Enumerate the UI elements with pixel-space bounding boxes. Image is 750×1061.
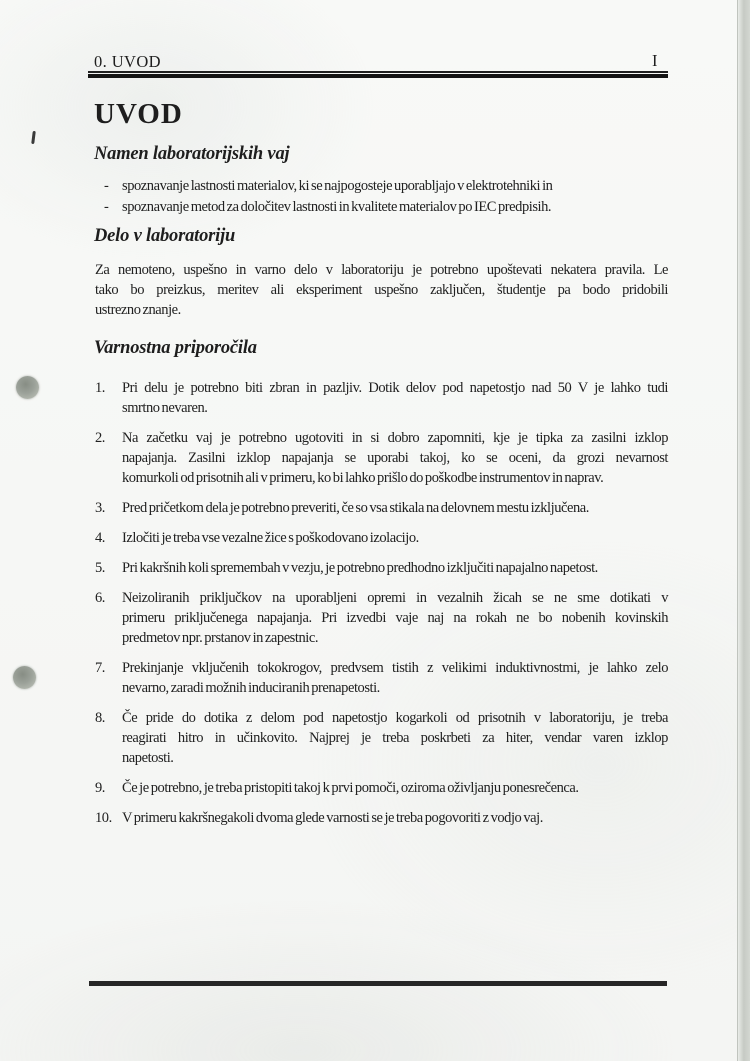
list-item	[95, 558, 668, 578]
hole-punch-top	[16, 376, 39, 399]
bullet-item	[104, 197, 664, 218]
list-item	[95, 498, 668, 518]
footer-rule	[89, 981, 667, 986]
text-line: Za nemoteno, uspešno in varno delo v laboratoriju je potrebno upoštevati nekatera pravila. Le	[95, 262, 668, 278]
text-line: komurkoli od prisotnih ali v primeru, ko bi lahko prišlo do poškodbe instrumentov in naprav.	[122, 470, 604, 486]
running-header-text: 0. UVOD	[94, 52, 161, 71]
list-item-number: 10.	[95, 810, 112, 826]
scan-artifact-mark	[31, 131, 36, 144]
list-item-text	[122, 708, 668, 768]
list-item-text	[122, 428, 668, 488]
list-item-number: 6.	[95, 590, 105, 606]
section-heading-namen: Namen laboratorijskih vaj	[94, 144, 290, 164]
header-rule	[88, 71, 668, 78]
list-item	[95, 378, 668, 418]
list-item-number: 2.	[95, 430, 105, 446]
page-number: I	[652, 51, 658, 70]
text-line: Pri kakršnih koli spremembah v vezju, je potrebno predhodno izključiti napajalno napetost.	[122, 560, 598, 576]
page-title: UVOD	[94, 98, 183, 130]
section-heading-delo: Delo v laboratoriju	[94, 226, 236, 246]
scan-edge-strip	[737, 0, 750, 1061]
text-line: Če pride do dotika z delom pod napetostjo kogarkoli od prisotnih v laboratoriju, je treba	[122, 710, 668, 726]
bullet-text: spoznavanje metod za določitev lastnosti in kvalitete materialov po IEC predpisih.	[122, 199, 552, 215]
list-item-text	[122, 528, 668, 548]
bullet-dash: -	[104, 178, 109, 194]
list-item-number: 8.	[95, 710, 105, 726]
list-item-number: 1.	[95, 380, 105, 396]
list-item-number: 9.	[95, 780, 105, 796]
bullet-list	[104, 176, 664, 218]
text-line: primeru priključenega napajanja. Pri izvedbi vaje naj na rokah ne bo nobenih kovinskih	[122, 610, 668, 626]
text-line: Prekinjanje vključenih tokokrogov, predvsem tistih z velikimi induktivnostmi, je lahko zelo	[122, 660, 668, 676]
list-item-text	[122, 558, 668, 578]
hole-punch-bottom	[13, 666, 36, 689]
text-line: Na začetku vaj je potrebno ugotoviti in si dobro zapomniti, kje je tipka za zasilni izklop	[122, 430, 668, 446]
text-line: tako bo preizkus, meritev ali eksperiment uspešno zaključen, študentje pa bodo pridobili	[95, 282, 668, 298]
list-item-text	[122, 498, 668, 518]
bullet-dash: -	[104, 199, 109, 215]
list-item	[95, 808, 668, 828]
list-item	[95, 708, 668, 768]
list-item	[95, 778, 668, 798]
list-item	[95, 428, 668, 488]
text-line: nevarno, zaradi možnih induciranih prenapetosti.	[122, 680, 380, 696]
safety-list	[95, 378, 668, 838]
list-item	[95, 588, 668, 648]
bullet-text: spoznavanje lastnosti materialov, ki se najpogosteje uporabljajo v elektrotehniki in	[122, 178, 553, 194]
list-item-number: 5.	[95, 560, 105, 576]
list-item-number: 7.	[95, 660, 105, 676]
bullet-item	[104, 176, 664, 197]
text-line: Pred pričetkom dela je potrebno preveriti, če so vsa stikala na delovnem mestu izključena.	[122, 500, 589, 516]
text-line: reagirati hitro in učinkovito. Najprej je treba poskrbeti za hiter, vendar varen izklop	[122, 730, 668, 746]
section-heading-varnostna: Varnostna priporočila	[94, 338, 257, 358]
text-line: V primeru kakršnegakoli dvoma glede varnosti se je treba pogovoriti z vodjo vaj.	[122, 810, 543, 826]
list-item-number: 3.	[95, 500, 105, 516]
header-rule-thin-line	[88, 71, 668, 73]
list-item-text	[122, 588, 668, 648]
text-line: napetosti.	[122, 750, 174, 766]
text-line: napajanja. Zasilni izklop napajanja se uporabi takoj, ko se oceni, da grozi nevarnost	[122, 450, 668, 466]
list-item	[95, 528, 668, 548]
text-line: Pri delu je potrebno biti zbran in pazljiv. Dotik delov pod napetostjo nad 50 V je lahko tudi	[122, 380, 668, 396]
list-item-text	[122, 778, 668, 798]
text-line: Če je potrebno, je treba pristopiti takoj k prvi pomoči, oziroma oživljanju ponesrečenca.	[122, 780, 579, 796]
text-line: ustrezno znanje.	[95, 302, 181, 318]
intro-paragraph	[95, 260, 668, 320]
list-item-text	[122, 378, 668, 418]
text-line: Izločiti je treba vse vezalne žice s poškodovano izolacijo.	[122, 530, 419, 546]
list-item-number: 4.	[95, 530, 105, 546]
list-item-text	[122, 658, 668, 698]
list-item-text	[122, 808, 668, 828]
text-line: smrtno nevaren.	[122, 400, 208, 416]
header-rule-thick-line	[88, 74, 668, 78]
text-line: predmetov npr. prstanov in zapestnic.	[122, 630, 318, 646]
text-line: Neizoliranih priključkov na uporabljeni opremi in vezalnih žicah se ne sme dotikati v	[122, 590, 668, 606]
list-item	[95, 658, 668, 698]
